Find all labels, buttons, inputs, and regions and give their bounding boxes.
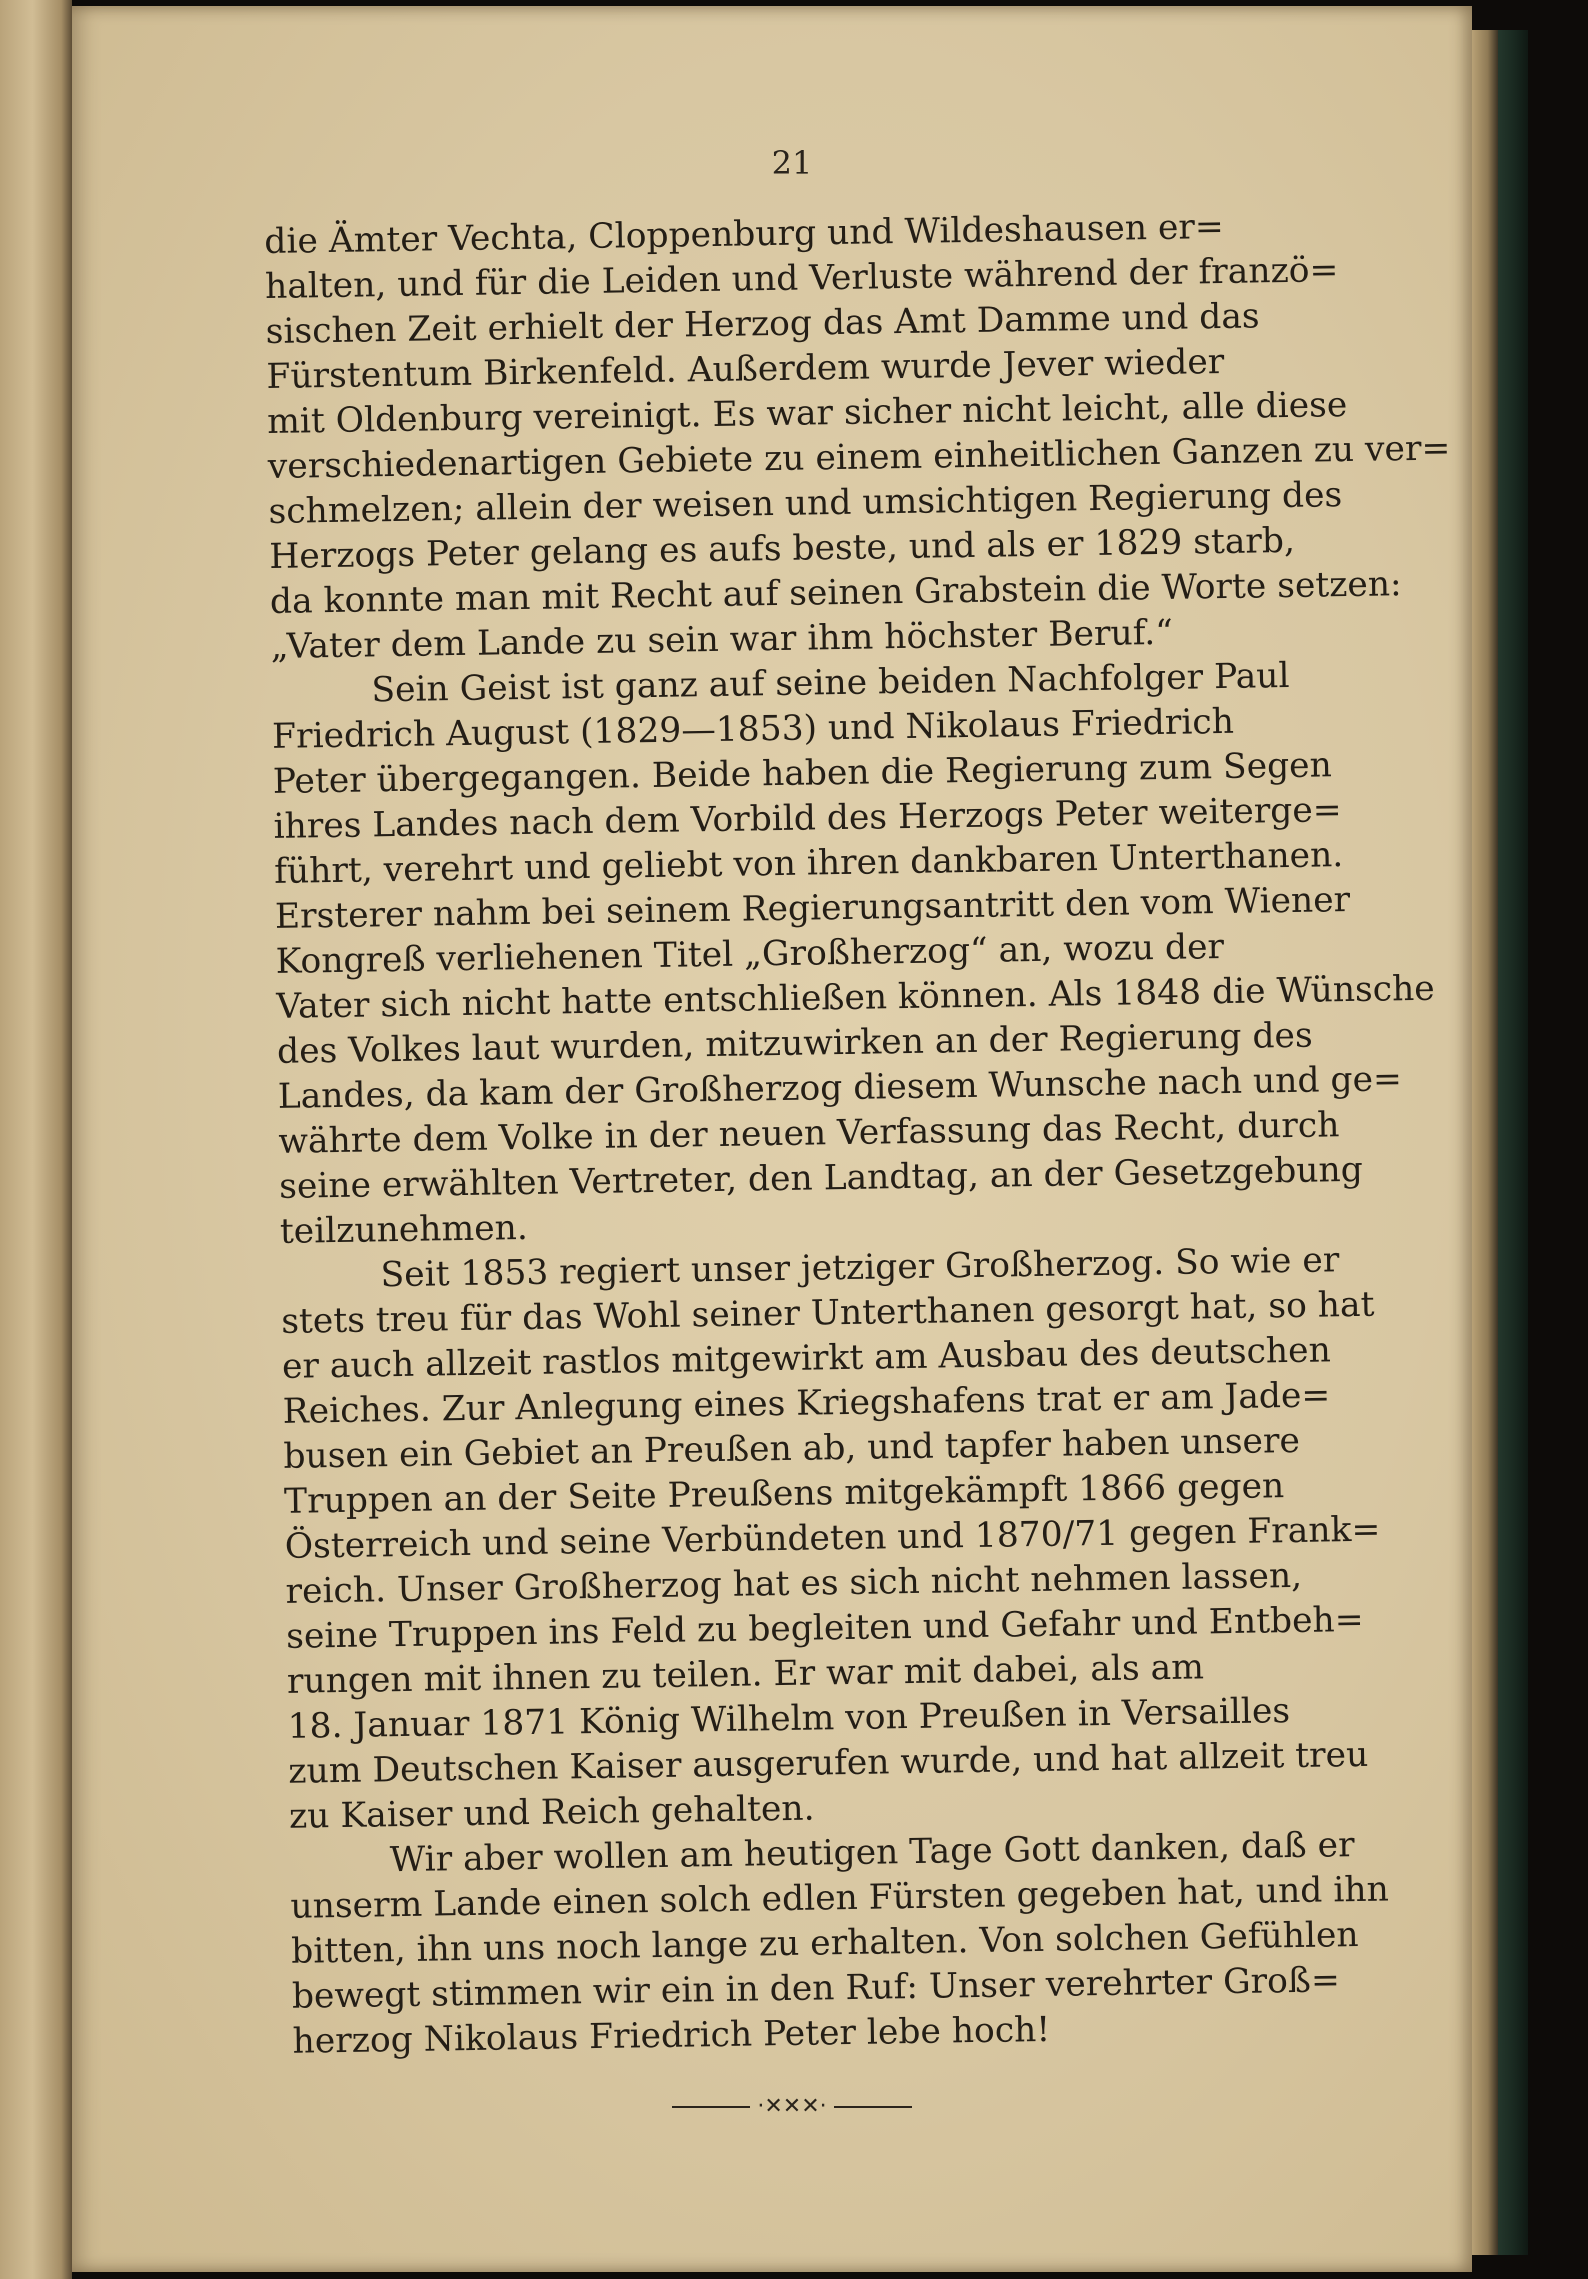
text-line: Landes, da kam der Großherzog diesem Wunsche nach und ge= [277, 1059, 1403, 1117]
body-text [264, 203, 1451, 2065]
text-line: rungen mit ihnen zu teilen. Er war mit dabei, als am [286, 1647, 1205, 1702]
text-line: führt, verehrt und geliebt von ihren dankbaren Unterthanen. [273, 835, 1344, 892]
left-page-edge [0, 0, 72, 2279]
text-line: schmelzen; allein der weisen und umsichtigen Regierung des [268, 475, 1343, 532]
ornament-rule-left [672, 2106, 750, 2108]
text-line: Ersterer nahm bei seinem Regierungsantritt den vom Wiener [274, 880, 1351, 937]
text-line: teilzunehmen. [279, 1207, 529, 1252]
text-line: zum Deutschen Kaiser ausgerufen wurde, und hat allzeit treu [288, 1734, 1369, 1792]
book-cover-edge [1498, 30, 1528, 2255]
text-line: reich. Unser Großherzog hat es sich nicht nehmen lassen, [285, 1555, 1303, 1612]
text-line: Kongreß verliehenen Titel „Großherzog“ an, wozu der [275, 927, 1225, 982]
text-line: sischen Zeit erhielt der Herzog das Amt Damme und das [265, 296, 1260, 352]
text-line: Peter übergegangen. Beide haben die Regierung zum Segen [272, 745, 1333, 802]
text-line: Friedrich August (1829—1853) und Nikolaus Friedrich [271, 701, 1235, 757]
text-line: Truppen an der Seite Preußens mitgekämpft 1866 gegen [283, 1466, 1285, 1522]
text-line: währte dem Volke in der neuen Verfassung das Recht, durch [278, 1105, 1340, 1162]
text-line: busen ein Gebiet an Preußen ab, und tapfer haben unsere [283, 1420, 1301, 1477]
page-stack-edge [1472, 30, 1498, 2255]
text-line: 18. Januar 1871 König Wilhelm von Preußen in Versailles [287, 1691, 1291, 1747]
text-line: seine erwählten Vertreter, den Landtag, an der Gesetzgebung [278, 1149, 1364, 1207]
text-line: Herzogs Peter gelang es aufs beste, und als er 1829 starb, [268, 520, 1296, 577]
text-line: die Ämter Vechta, Cloppenburg und Wildeshausen er= [264, 206, 1225, 262]
book-page [72, 6, 1472, 2272]
text-line: Vater sich nicht hatte entschließen können. Als 1848 die Wünsche [276, 968, 1435, 1027]
text-line: da konnte man mit Recht auf seinen Grabstein die Worte setzen: [269, 564, 1402, 622]
text-line: unserm Lande einen solch edlen Fürsten gegeben hat, und ihn [290, 1869, 1390, 1927]
text-line: mit Oldenburg vereinigt. Es war sicher nicht leicht, alle diese [266, 385, 1348, 442]
text-line: verschiedenartigen Gebiete zu einem einheitlichen Ganzen zu ver= [267, 428, 1451, 487]
text-line: ihres Landes nach dem Vorbild des Herzogs Peter weiterge= [273, 790, 1342, 847]
ornament-rule-right [834, 2106, 912, 2108]
ornament-glyph: ·✕✕✕· [757, 2094, 827, 2119]
text-line: Fürstentum Birkenfeld. Außerdem wurde Jever wieder [266, 341, 1225, 397]
text-line: seine Truppen ins Feld zu begleiten und Gefahr und Entbeh= [285, 1599, 1364, 1657]
text-line: des Volkes laut wurden, mitzuwirken an der Regierung des [276, 1015, 1313, 1072]
end-ornament [72, 2094, 1512, 2119]
text-line: herzog Nikolaus Friedrich Peter lebe hoch! [292, 2009, 1051, 2062]
text-line: bitten, ihn uns noch lange zu erhalten. Von solchen Gefühlen [290, 1915, 1359, 1972]
text-line: „Vater dem Lande zu sein war ihm höchster Beruf.“ [270, 612, 1174, 667]
text-line: Sein Geist ist ganz auf seine beiden Nachfolger Paul [371, 655, 1290, 711]
text-line: bewegt stimmen wir ein in den Ruf: Unser verehrter Groß= [291, 1960, 1341, 2017]
text-line: halten, und für die Leiden und Verluste während der franzö= [264, 250, 1339, 307]
text-line: Seit 1853 regiert unser jetziger Großherzog. So wie er [380, 1240, 1340, 1296]
page-number: 21 [771, 144, 813, 182]
text-line: Wir aber wollen am heutigen Tage Gott danken, daß er [389, 1825, 1355, 1881]
text-line: Österreich und seine Verbündeten und 1870/71 gegen Frank= [284, 1509, 1381, 1567]
text-line: stets treu für das Wohl seiner Unterthanen gesorgt hat, so hat [280, 1284, 1375, 1342]
text-line: er auch allzeit rastlos mitgewirkt am Ausbau des deutschen [281, 1330, 1332, 1387]
text-line: zu Kaiser und Reich gehalten. [288, 1788, 815, 1837]
text-line: Reiches. Zur Anlegung eines Kriegshafens trat er am Jade= [282, 1375, 1331, 1432]
